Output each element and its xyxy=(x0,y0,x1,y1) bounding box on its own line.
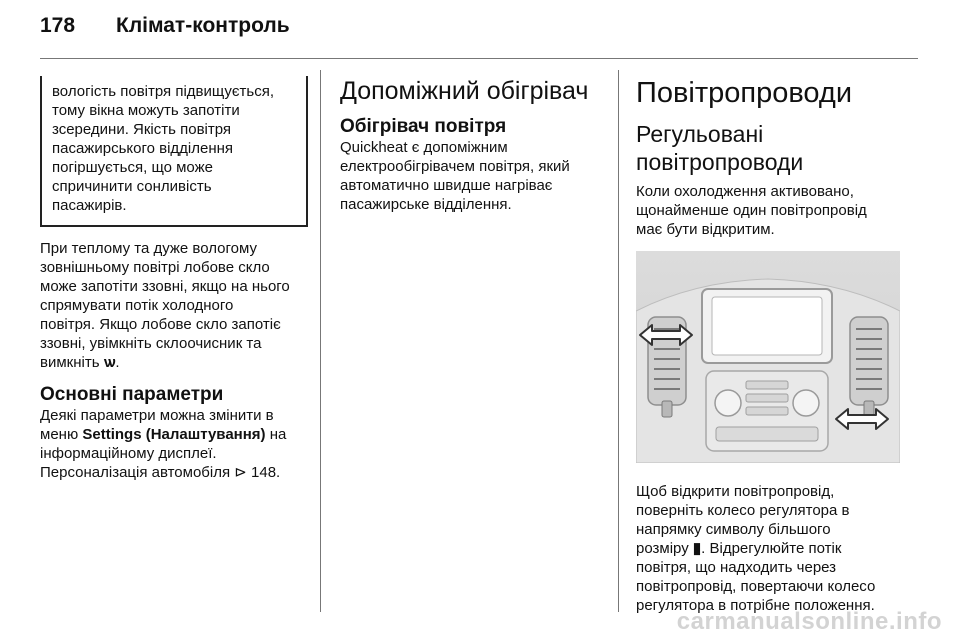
settings-menu-reference: Settings (Налаштування) xyxy=(82,426,266,443)
column-divider-1 xyxy=(320,70,321,612)
section-heading-auxiliary-heater: Допоміжний обігрівач xyxy=(340,77,589,105)
paragraph-fogging xyxy=(40,239,308,372)
paragraph-line: інформаційному дисплеї. xyxy=(40,445,217,462)
subheading-adjustable-vents-line1: Регульовані xyxy=(636,121,764,147)
paragraph-line: щонайменше один повітропровід xyxy=(636,202,867,219)
paragraph-line: автоматично швидше нагріває xyxy=(340,177,553,194)
column-divider-2 xyxy=(618,70,619,612)
paragraph-line: може запотіти ззовні, якщо на нього xyxy=(40,278,290,295)
note-box xyxy=(40,76,308,227)
paragraph-line: регулятора в потрібне положення. xyxy=(636,597,875,614)
paragraph-line: поверніть колесо регулятора в xyxy=(636,502,850,519)
subheading-air-heater: Обігрівач повітря xyxy=(340,116,507,137)
paragraph-line xyxy=(40,463,308,482)
paragraph-line: повітря, що надходить через xyxy=(636,559,837,576)
paragraph-text: . Відрегулюйте потік xyxy=(701,540,842,557)
paragraph-text: . xyxy=(115,354,120,371)
paragraph-line: зовнішньому повітрі лобове скло xyxy=(40,259,270,276)
paragraph-line: Коли охолодження активовано, xyxy=(636,183,854,200)
paragraph-line xyxy=(40,353,308,372)
note-line: погіршується, що може xyxy=(52,159,213,176)
subheading-adjustable-vents-line2: повітропроводи xyxy=(636,149,804,175)
note-line: пасажирів. xyxy=(52,197,127,214)
page-title: Клімат-контроль xyxy=(116,14,290,37)
watermark: carmanualsonline.info xyxy=(676,608,942,635)
paragraph-text: розміру xyxy=(636,540,693,557)
paragraph-line xyxy=(636,539,900,558)
paragraph-line: спрямувати потік холодного xyxy=(40,297,234,314)
column-1 xyxy=(40,76,308,482)
note-line: вологість повітря підвищується, xyxy=(52,83,275,100)
paragraph-text: меню xyxy=(40,426,83,443)
paragraph-text: Персоналізація автомобіля xyxy=(40,464,235,481)
note-line: спричинити сонливість xyxy=(52,178,212,195)
column-3 xyxy=(636,76,900,615)
page-reference-link[interactable]: 148. xyxy=(246,464,281,481)
paragraph-settings xyxy=(40,406,308,482)
note-line: тому вікна можуть запотіти xyxy=(52,102,240,119)
wiper-icon: ѡ xyxy=(103,354,116,371)
section-heading-air-vents: Повітропроводи xyxy=(636,77,853,109)
paragraph-line: ззовні, увімкніть склоочисник та xyxy=(40,335,262,352)
paragraph-line: повітря. Якщо лобове скло запотіє xyxy=(40,316,281,333)
paragraph-text: на xyxy=(265,426,287,443)
page-number: 178 xyxy=(40,14,76,37)
paragraph-line xyxy=(40,425,308,444)
paragraph-text: вимкніть xyxy=(40,354,104,371)
paragraph-line: напрямку символу більшого xyxy=(636,521,831,538)
air-vents-illustration xyxy=(636,251,900,463)
column-2 xyxy=(340,76,602,214)
paragraph-line: пасажирське відділення. xyxy=(340,196,512,213)
paragraph-line: При теплому та дуже вологому xyxy=(40,240,257,257)
paragraph-line: повітропровід, повертаючи колесо xyxy=(636,578,876,595)
header-rule xyxy=(40,58,918,59)
paragraph-line: Quickheat є допоміжним xyxy=(340,139,508,156)
paragraph-line: електрообігрівачем повітря, який xyxy=(340,158,570,175)
paragraph-line: Деякі параметри можна змінити в xyxy=(40,407,274,424)
note-line: пасажирського відділення xyxy=(52,140,234,157)
section-heading-basic-settings: Основні параметри xyxy=(40,384,224,405)
note-line: зсередини. Якість повітря xyxy=(52,121,232,138)
page-header xyxy=(40,14,290,38)
paragraph-line: має бути відкритим. xyxy=(636,221,775,238)
page-reference-arrow-icon: ⊳ xyxy=(234,464,247,481)
paragraph-line: Щоб відкрити повітропровід, xyxy=(636,483,835,500)
large-vent-symbol-icon: ▮ xyxy=(692,540,702,557)
